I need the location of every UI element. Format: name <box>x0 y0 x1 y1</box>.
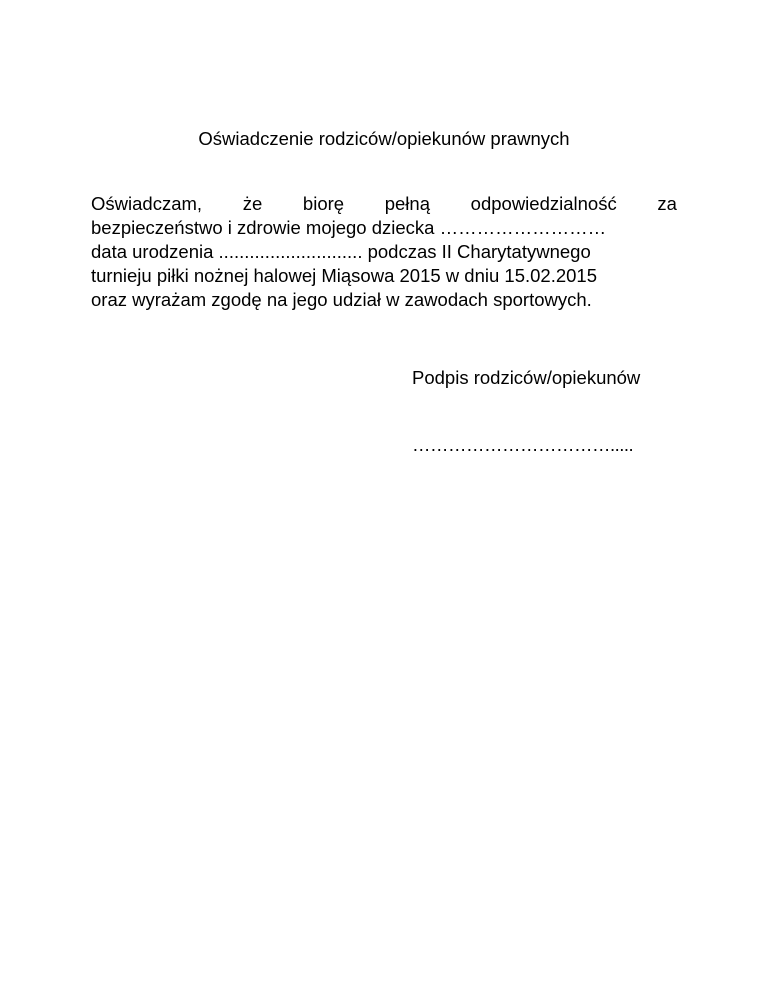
paragraph-word: za <box>657 193 677 214</box>
declaration-paragraph <box>91 192 677 312</box>
paragraph-word: odpowiedzialność <box>470 193 617 214</box>
paragraph-line-4: turnieju piłki nożnej halowej Miąsowa 2015 w dniu 15.02.2015 <box>91 265 597 286</box>
paragraph-line-2: bezpieczeństwo i zdrowie mojego dziecka ……………………… <box>91 217 607 238</box>
signature-label: Podpis rodziców/opiekunów <box>412 367 641 388</box>
paragraph-line-3: data urodzenia ............................ podczas II Charytatywnego <box>91 241 591 262</box>
paragraph-word: biorę <box>302 193 345 214</box>
document-title: Oświadczenie rodziców/opiekunów prawnych <box>198 128 570 149</box>
paragraph-word: że <box>242 193 263 214</box>
paragraph-line-5: oraz wyrażam zgodę na jego udział w zawodach sportowych. <box>91 289 592 310</box>
signature-line: ……………………………..... <box>412 434 634 455</box>
paragraph-line-1 <box>91 192 677 216</box>
paragraph-word: pełną <box>384 193 430 214</box>
paragraph-word: Oświadczam, <box>91 193 203 214</box>
